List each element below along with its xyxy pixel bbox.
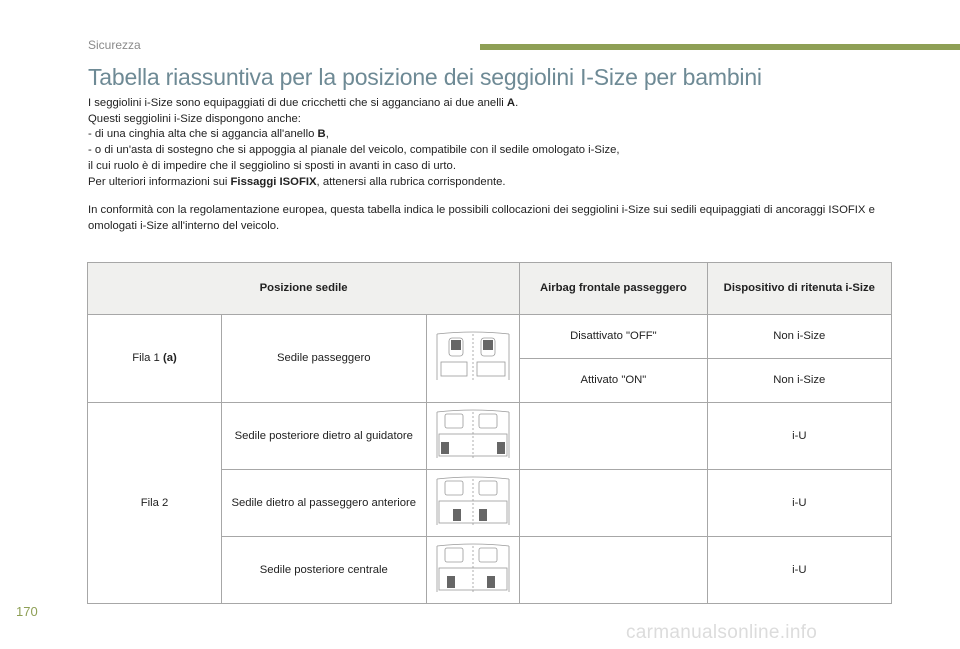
- intro-line-1-text: I seggiolini i-Size sono equipaggiati di due cricchetti che si agganciano ai due anelli: [88, 97, 507, 109]
- device-on: Non i-Size: [707, 359, 891, 403]
- intro-text: [88, 96, 888, 235]
- intro-line-4: - o di un'asta di sostegno che si appoggia al pianale del veicolo, compatibile con il sedile omologato i-Size,: [88, 144, 620, 157]
- page-title: Tabella riassuntiva per la posizione dei seggiolini I-Size per bambini: [88, 64, 762, 90]
- seat-rear-center: Sedile posteriore centrale: [222, 537, 427, 604]
- header-seat-position: Posizione sedile: [88, 263, 520, 315]
- fila1-label: Fila 1: [132, 352, 160, 364]
- device-rear-passenger: i-U: [707, 470, 891, 537]
- header-airbag: Airbag frontale passeggero: [520, 263, 707, 315]
- intro-line-3-text: - di una cinghia alta che si aggancia all'anello: [88, 128, 318, 141]
- intro-line-1-end: .: [515, 97, 519, 109]
- fila1-ref: (a): [162, 352, 177, 364]
- seat-diagram-rear-center-icon: [435, 542, 511, 599]
- row-label-fila2: Fila 2: [88, 403, 222, 604]
- ring-b-ref: B: [317, 128, 326, 141]
- airbag-empty-cell: [520, 537, 707, 604]
- seat-diagram-cell: [426, 403, 520, 470]
- seat-diagram-rear-left-icon: [435, 408, 511, 465]
- ring-a-ref: A: [506, 97, 516, 109]
- isize-table: [87, 262, 892, 604]
- seat-diagram-front-passenger-icon: [435, 330, 511, 387]
- intro-paragraph-2: In conformità con la regolamentazione europea, questa tabella indica le possibili collocazioni dei seggiolini i-Size sui sedili equipaggiati di ancoraggi ISOFIX e omologati i-Size all'interno del veicolo.: [88, 204, 875, 232]
- intro-line-6-end: , attenersi alla rubrica corrispondente.: [316, 175, 506, 188]
- intro-line-3: [88, 127, 888, 143]
- table-header-row: [88, 263, 892, 315]
- airbag-empty-cell: [520, 470, 707, 537]
- row-label-fila1: [88, 315, 222, 403]
- device-rear-driver: i-U: [707, 403, 891, 470]
- seat-diagram-cell: [426, 537, 520, 604]
- intro-line-6: [88, 175, 888, 191]
- device-rear-center: i-U: [707, 537, 891, 604]
- device-off: Non i-Size: [707, 315, 891, 359]
- intro-line-1: [88, 96, 888, 112]
- seat-diagram-rear-right-icon: [435, 475, 511, 532]
- airbag-empty-cell: [520, 403, 707, 470]
- seat-rear-passenger: Sedile dietro al passeggero anteriore: [222, 470, 427, 537]
- seat-diagram-cell: [426, 315, 520, 403]
- intro-line-2: Questi seggiolini i-Size dispongono anche:: [88, 112, 301, 125]
- isofix-ref: Fissaggi ISOFIX: [230, 175, 317, 188]
- section-label: Sicurezza: [88, 38, 141, 52]
- intro-line-6-text: Per ulteriori informazioni sui: [88, 175, 231, 188]
- seat-rear-driver: Sedile posteriore dietro al guidatore: [222, 403, 427, 470]
- intro-line-3-end: ,: [325, 128, 329, 141]
- intro-line-5: il cui ruolo è di impedire che il seggiolino si sposti in avanti in caso di urto.: [88, 159, 456, 172]
- section-accent-bar: [480, 44, 960, 50]
- table-row: [88, 315, 892, 359]
- seat-passenger: Sedile passeggero: [222, 315, 427, 403]
- airbag-on: Attivato "ON": [520, 359, 707, 403]
- header-device: Dispositivo di ritenuta i-Size: [707, 263, 891, 315]
- table-row: [88, 403, 892, 470]
- airbag-off: Disattivato "OFF": [520, 315, 707, 359]
- page-number: 170: [16, 604, 38, 619]
- watermark: carmanualsonline.info: [626, 622, 818, 643]
- seat-diagram-cell: [426, 470, 520, 537]
